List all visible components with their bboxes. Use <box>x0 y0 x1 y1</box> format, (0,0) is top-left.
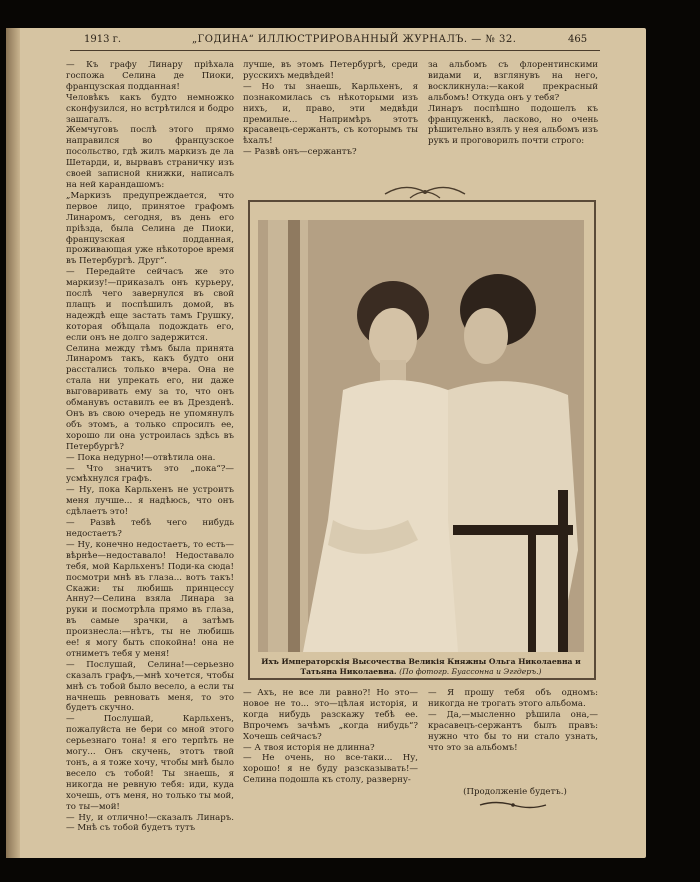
text-column-right-top: за альбомъ съ флорентинскими видами и, взглянувъ на него, воскликнула:—какой прекрасный альбомъ! Откуда онъ у тебя? Линаръ поспѣшно подошелъ къ француженкѣ, ласково, но очень рѣшительно взялъ у нея альбомъ изъ рукъ и проговорилъ почти строго: <box>428 60 598 147</box>
continued-note: (Продолженіе будетъ.) <box>463 787 567 797</box>
text-column-middle-bottom: — Ахъ, не все ли равно?! Но это—новое не то... это—цѣлая исторія, и когда нибудь разскажу тебѣ ее. Впрочемъ зачѣмъ „когда нибудь“? Хочешь сейчасъ? — А твоя исторія не длинна? — Не очень, но все-таки... Ну, хорошо! я не буду разсказывать!—Селина подошла къ столу, разверну- <box>243 688 418 786</box>
caption-text: Ихъ Императорскія Высочества Великія Княжны Ольга Николаевна и Татьяна Николаевна. <box>261 657 581 676</box>
portrait-photo <box>258 220 584 652</box>
text-column-middle-top: лучше, въ этомъ Петербургѣ, среди русскихъ медвѣдей! — Но ты знаешь, Карльхенъ, я познакомилась съ нѣкоторыми изъ нихъ, и, право, эти медвѣди премилые... Напримѣръ этотъ красавецъ-сержантъ, съ которымъ ты ѣхалъ! — Развѣ онъ—сержантъ? <box>243 60 418 158</box>
text-column-left: — Къ графу Линару пріѣхала госпожа Селина де Пиоки, французская подданная! Человѣкъ какъ будто немножко сконфузился, но встрѣтился и бодро зашагалъ. Жемчуговъ послѣ этого прямо направился во французское посольство, гдѣ жилъ маркизъ де ла Шетарди, и, вырвавъ страничку изъ своей записной книжки, написалъ на ней карандашомъ: „Маркизъ предупреждается, что первое лицо, принятое графомъ Линаромъ, сегодня, въ день его пріѣзда, была Селина де Пиоки, французская подданная, проживающая уже нѣкоторое время въ Петербургѣ. Друг“. — Передайте сейчасъ же это маркизу!—приказалъ онъ курьеру, послѣ чего завернулся въ свой плащъ и поспѣшилъ домой, въ надеждѣ еще застать тамъ Грушку, которая обѣщала подождать его, если онъ не долго задержится. Селина между тѣмъ была принята Линаромъ такъ, какъ будто они расстались только вчера. Она не стала ни упрекать его, ни даже выговаривать ему за то, что онъ обманувъ оставилъ ее въ Дрезденѣ. Онъ въ свою очередь не упомянулъ объ этомъ, а только спросилъ ее, хорошо ли она устроилась здѣсь въ Петербургѣ? — Пока недурно!—отвѣтила она. — Что значитъ это „пока“?—усмѣхнулся графъ. — Ну, пока Карльхенъ не устроитъ меня лучше... я надѣюсь, что онъ сдѣлаетъ это! — Развѣ тебѣ чего нибудь недостаетъ? — Ну, конечно недостаетъ, то есть—вѣрнѣе—недоставало! Недоставало тебя, мой Карльхенъ! Поди-ка сюда! посмотри мнѣ въ глаза... вотъ такъ! Скажи: ты любишь принцессу Анну?—Селина взяла Линара за руки и посмотрѣла прямо въ глаза, въ самые зрачки, а затѣмъ произнесла:—нѣтъ, ты не любишь ее! я могу быть спокойна! она не отниметъ тебя у меня! — Послушай, Селина!—серьезно сказалъ графъ,—мнѣ хочется, чтобы мнѣ съ тобой было весело, а если ты начнешь ревновать меня, то это будетъ скучно. — Послушай, Карльхенъ, пожалуйста не бери со мной этого серьезнаго тона! я его терпѣть не могу... Онъ скучень, этотъ твой тонъ, а я тоже хочу, чтобы мнѣ было весело съ тобой! Ты знаешь, я никогда не ревную тебя: иди, куда хочешь, отъ меня, но только ты мой, то ты—мой! — Ну, и отлично!—сказалъ Линаръ. — Мнѣ съ тобой будетъ тутъ <box>66 60 234 834</box>
header-year: 1913 г. <box>84 34 122 45</box>
header-page-number: 465 <box>568 34 588 45</box>
caption-source: (По фотогр. Буассонна и Эггдеръ.) <box>399 667 542 676</box>
header-title: „ГОДИНА“ ИЛЛЮСТРИРОВАННЫЙ ЖУРНАЛЪ. — № 32. <box>192 34 517 45</box>
photo-caption <box>258 657 584 677</box>
header-rule <box>70 50 600 51</box>
end-flourish-icon <box>478 800 548 810</box>
text-column-right-bottom: — Я прошу тебя объ одномъ: никогда не трогать этого альбома. — Да,—мысленно рѣшила она,—красавецъ-сержантъ былъ правъ: нужно что бы то ни стало узнать, что это за альбомъ! <box>428 688 598 753</box>
